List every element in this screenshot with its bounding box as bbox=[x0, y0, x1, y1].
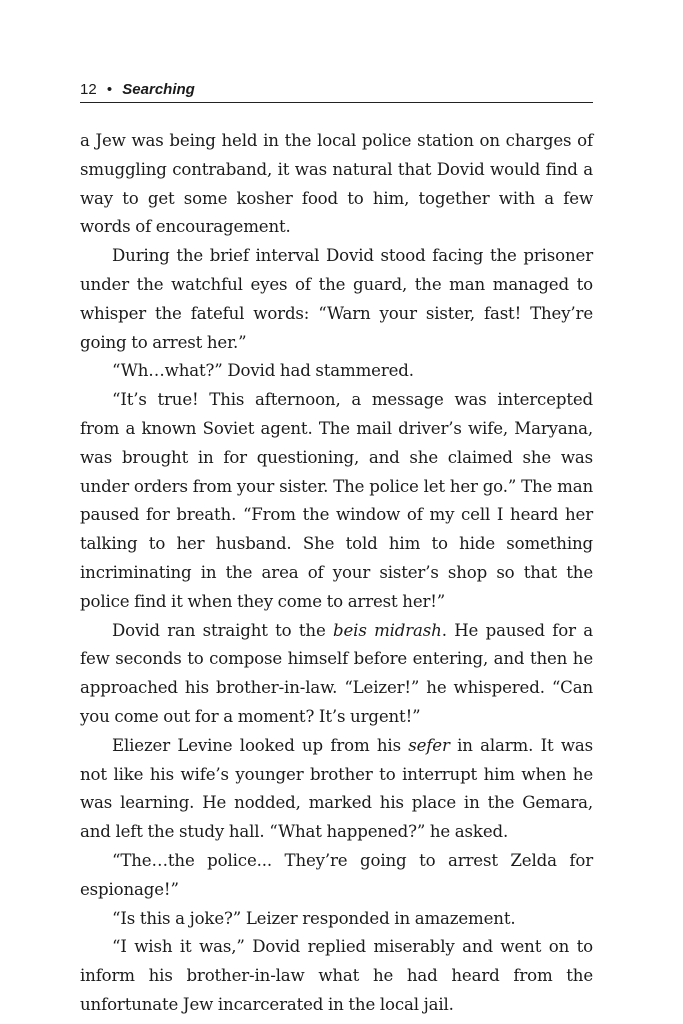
paragraph-3: “Wh…what?” Dovid had stammered. bbox=[112, 361, 414, 381]
section-title: Searching bbox=[122, 81, 195, 98]
paragraph-9: “I wish it was,” Dovid replied miserably and went on to inform his brother-in-law what he had heard from the unfortunate Jew incarcerated in the local jail. bbox=[80, 937, 593, 1014]
paragraph-2: During the brief interval Dovid stood facing the prisoner under the watchful eyes of the guard, the man managed to whisper the fateful words: “Warn your sister, fast! They’re going to arrest her.” bbox=[80, 246, 593, 352]
body-text bbox=[80, 127, 593, 1020]
running-head bbox=[80, 78, 593, 103]
paragraph-5-text-b: . He paused for a few seconds to compose himself before entering, and then he approached his brother-in-law. “Leizer!” he whispered. “Can you come out for a moment? It’s urgent!” bbox=[80, 620, 593, 726]
paragraph-5-italic: beis midrash bbox=[333, 620, 442, 640]
paragraph-6-italic: sefer bbox=[408, 735, 450, 755]
paragraph-6-text-b: in alarm. It was not like his wife’s younger brother to interrupt him when he was learning. He nodded, marked his place in the Gemara, and left the study hall. “What happened?” he asked. bbox=[80, 735, 593, 842]
paragraph-5 bbox=[80, 617, 593, 732]
page-number: 12 bbox=[80, 81, 97, 98]
paragraph-1: a Jew was being held in the local police station on charges of smuggling contraband, it was natural that Dovid would find a way to get some kosher food to him, together with a few words of encouragement. bbox=[80, 131, 593, 237]
paragraph-4: “It’s true! This afternoon, a message was intercepted from a known Soviet agent. The mail driver’s wife, Maryana, was brought in for questioning, and she claimed she was under orders from your sister. The police let her go.” The man paused for breath. “From the window of my cell I heard her talking to her husband. She told him to hide something incriminating in the area of your sister’s shop so that the police find it when they come to arrest her!” bbox=[80, 390, 593, 611]
paragraph-8: “Is this a joke?” Leizer responded in amazement. bbox=[112, 908, 516, 928]
paragraph-6-text-a: Eliezer Levine looked up from his bbox=[112, 735, 409, 755]
separator-dot: • bbox=[106, 81, 113, 98]
paragraph-7: “The…the police... They’re going to arrest Zelda for espionage!” bbox=[80, 850, 593, 899]
book-page bbox=[80, 78, 593, 1020]
paragraph-6 bbox=[80, 732, 593, 847]
paragraph-5-text-a: Dovid ran straight to the bbox=[112, 620, 334, 640]
